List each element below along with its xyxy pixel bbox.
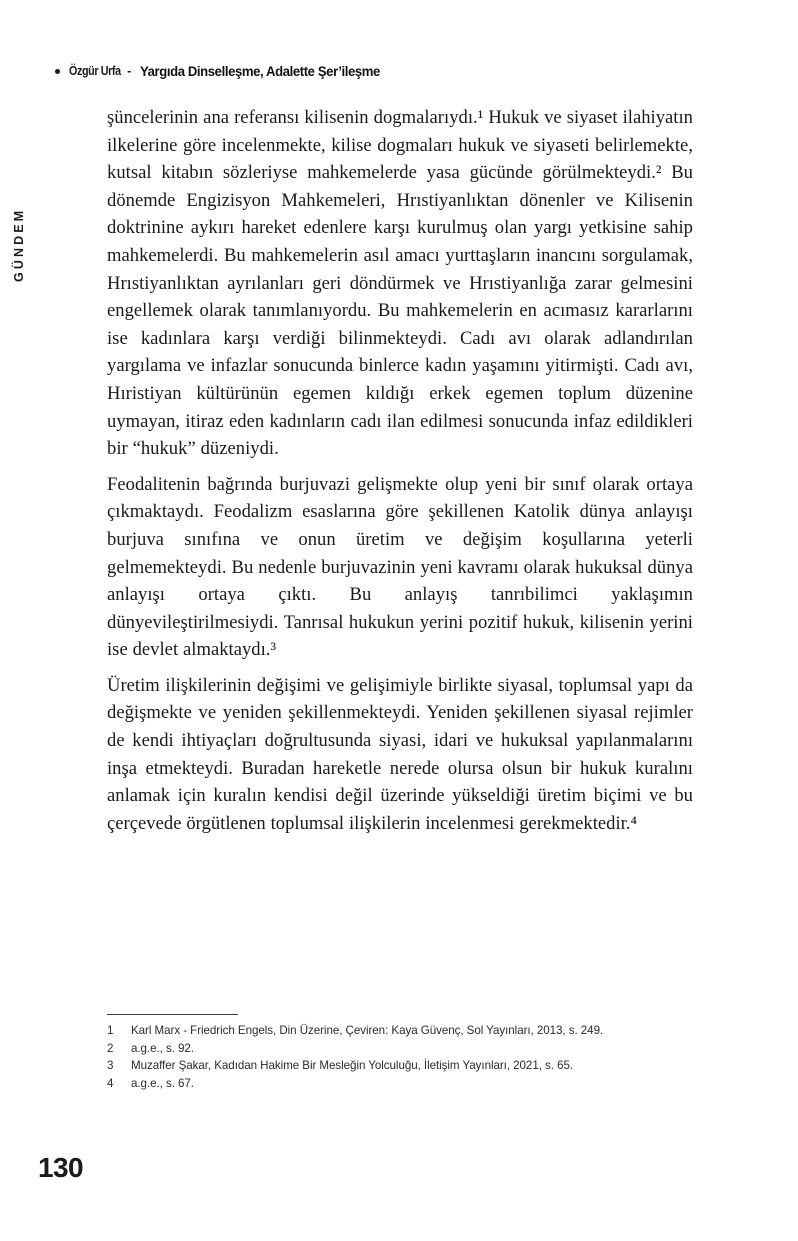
footnote-item <box>107 1040 697 1058</box>
body-text-column <box>107 104 693 837</box>
header-separator: - <box>127 64 132 78</box>
header-article-title: Yargıda Dinselleşme, Adalette Şer’ileşme <box>140 63 381 79</box>
body-paragraph: Feodalitenin bağrında burjuvazi gelişmekte olup yeni bir sınıf olarak ortaya çıkmaktaydı. Feodalizm esaslarına göre şekillenen Katolik dünya anlayışı burjuva sınıfına ve onun üretim ve değişim koşullarına yeterli gelmemekteydi. Bu nedenle burjuvazinin yeni kavramı olarak hukuksal dünya anlayışı ortaya çıktı. Bu anlayış tanrıbilimci yaklaşımın dünyevileştirilmesiydi. Tanrısal hukukun yerini pozitif hukuk, kilisenin yerini ise devlet almaktaydı.³ <box>107 473 693 661</box>
footnote-text: a.g.e., s. 67. <box>131 1076 194 1090</box>
footnote-text: a.g.e., s. 92. <box>131 1041 194 1055</box>
section-tab-gundem: GÜNDEM <box>12 207 26 282</box>
footnote-text: Karl Marx - Friedrich Engels, Din Üzerine, Çeviren: Kaya Güvenç, Sol Yayınları, 2013, s. 249. <box>131 1024 604 1037</box>
bullet-dot-icon <box>55 69 60 74</box>
header-author: Özgür Urfa <box>69 64 121 78</box>
body-paragraph: Üretim ilişkilerinin değişimi ve gelişimiyle birlikte siyasal, toplumsal yapı da değişmekte ve yeniden şekillenmekteydi. Yeniden şekillenen siyasal rejimler de kendi ihtiyaçları doğrultusunda siyasi, idari ve hukuksal yapılanmalarını inşa etmekteydi. Buradan hareketle nerede olursa olsun bir hukuk kuralını anlamak için kuralın kendisi değil üzerinde yükseldiği üretim biçimi ve bu çerçevede örgütlenen toplumsal ilişkilerin incelenmesi gerekmektedir.⁴ <box>107 674 693 834</box>
body-paragraph: şüncelerinin ana referansı kilisenin dogmalarıydı.¹ Hukuk ve siyaset ilahiyatın ilkelerine göre incelenmekte, kilise dogmaları hukuk ve siyaseti belirlemekte, kutsal kitabın sözleriyse mahkemelerde yasa gücünde görülmekteydi.² Bu dönemde Engizisyon Mahkemeleri, Hrıstiyanlıktan dönenler ve Kilisenin doktrinine aykırı hareket edenlere karşı kurulmuş olan yargı yetkisine sahip mahkemelerdi. Bu mahkemelerin asıl amacı yurttaşların inancını sorgulamak, Hrıstiyanlıktan ayrılanları geri döndürmek ve Hrıstiyanlığa zarar gelmesini engellemek olarak tanımlanıyordu. Bu mahkemelerin en acımasız kararlarını ise kadınlara karşı verdiği bilinmekteydi. Cadı avı olarak adlandırılan yargılama ve infazlar sonucunda binlerce kadın yaşamını yitirmişti. Cadı avı, Hıristiyan kültürünün egemen kıldığı erkek egemen toplum düzenine uymayan, itiraz eden kadınların cadı ilan edilmesi sonucunda infaz edildikleri bir “hukuk” düzeniydi. <box>107 107 693 460</box>
footnote-number: 1 <box>107 1024 114 1037</box>
footnote-text: Muzaffer Şakar, Kadıdan Hakime Bir Mesleğin Yolculuğu, İletişim Yayınları, 2021, s. 65. <box>131 1059 574 1073</box>
page-number: 130 <box>38 1152 83 1183</box>
footnote-item <box>107 1057 697 1075</box>
footnote-item <box>107 1075 697 1093</box>
footnote-separator-rule <box>107 1014 238 1015</box>
footnote-number: 3 <box>107 1059 114 1073</box>
footnotes-block <box>107 1014 697 1092</box>
footnote-number: 2 <box>107 1041 114 1055</box>
footnote-item <box>107 1022 697 1040</box>
running-header <box>55 60 695 82</box>
footnote-number: 4 <box>107 1076 114 1090</box>
